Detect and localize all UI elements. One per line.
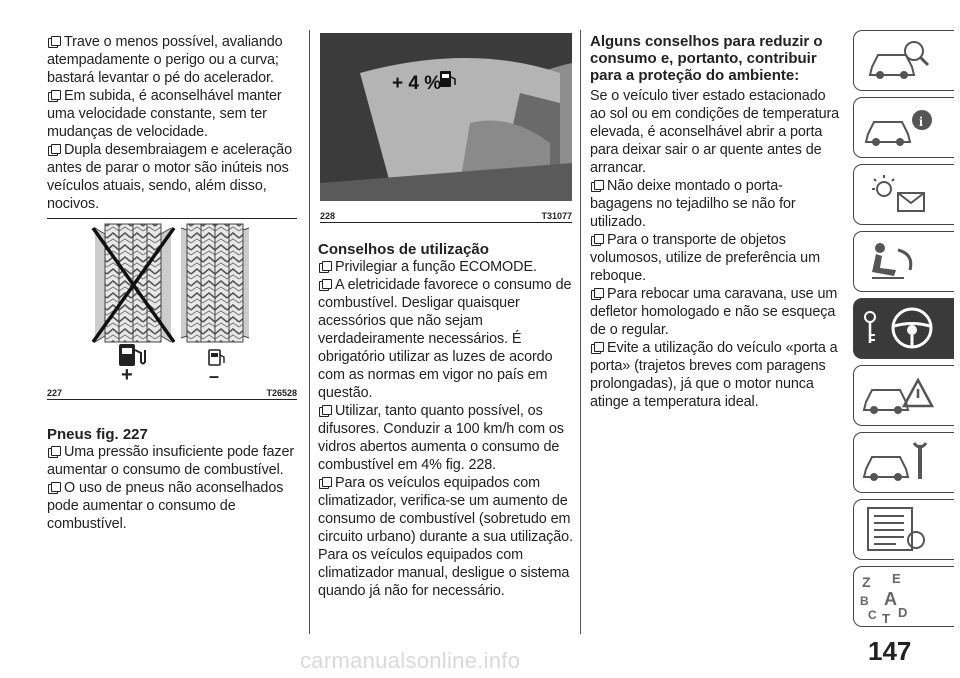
bullet-icon bbox=[47, 37, 60, 47]
bullet-icon bbox=[47, 447, 60, 457]
watermark: carmanualsonline.info bbox=[300, 648, 521, 673]
index-letter: C bbox=[868, 608, 877, 622]
tab-technical-data[interactable] bbox=[853, 499, 954, 560]
specification-list-icon bbox=[854, 500, 954, 559]
section-heading-usage: Conselhos de utilização bbox=[318, 241, 489, 258]
tyres-illustration bbox=[47, 220, 297, 386]
page-number: 147 bbox=[868, 636, 912, 666]
fuel-pump-small-icon bbox=[209, 350, 224, 365]
index-letter: Z bbox=[862, 574, 871, 590]
key-steering-wheel-icon bbox=[854, 299, 954, 358]
svg-text:i: i bbox=[919, 115, 923, 130]
tab-emergency[interactable] bbox=[853, 365, 954, 426]
tab-index[interactable] bbox=[853, 566, 954, 627]
tab-maintenance[interactable] bbox=[853, 432, 954, 493]
tip-parked-sun: Se o veículo tiver estado estacionado ao sol ou em condições de temperatura elevada, é aconselhável abrir a porta para deixar sair o ar quente antes de arrancar. bbox=[590, 88, 840, 176]
alphabetical-index-icon bbox=[854, 567, 954, 626]
index-letter: E bbox=[892, 571, 901, 586]
bullet-icon bbox=[47, 483, 60, 493]
car-info-icon bbox=[854, 98, 954, 157]
bullet-icon bbox=[590, 289, 603, 299]
index-letter: B bbox=[860, 594, 869, 608]
car-warning-triangle-icon bbox=[854, 366, 954, 425]
index-letter: A bbox=[884, 589, 897, 609]
index-letter: T bbox=[882, 611, 890, 626]
bullet-icon bbox=[590, 235, 603, 245]
tip-caravan-deflector: Para rebocar uma caravana, use um defletor homologado e não se esqueça de o regular. bbox=[590, 286, 838, 338]
tip-short-trips: Evite a utilização do veículo «porta a porta» (trajetos breves com paragens prolongadas), já que o motor nunca atinge a temperatura ideal. bbox=[590, 340, 838, 410]
tab-warning-lights[interactable] bbox=[853, 164, 954, 225]
fig227-minus: – bbox=[209, 366, 220, 386]
section-heading-environment: Alguns conselhos para reduzir o consumo e, portanto, contribuir para a proteção do ambiente: bbox=[590, 33, 823, 84]
bullet-icon bbox=[47, 145, 60, 155]
column-divider bbox=[309, 30, 310, 634]
car-wrench-icon bbox=[854, 433, 954, 492]
tab-knowing-the-car[interactable] bbox=[853, 30, 954, 91]
tip-electricity: A eletricidade favorece o consumo de combustível. Desligar quaisquer acessórios que não sejam verdadeiramente necessários. É obrigatório utilizar as luzes de acordo com as normas em vigor no país em questão. bbox=[318, 277, 572, 401]
bullet-icon bbox=[318, 262, 331, 272]
tip-braking: Trave o menos possível, avaliando atempadamente o perigo ou a curva; bastará levantar o pé do acelerador. bbox=[47, 34, 283, 86]
bullet-icon bbox=[318, 406, 331, 416]
tip-trailer: Para o transporte de objetos volumosos, utilize de preferência um reboque. bbox=[590, 232, 820, 284]
fig228-percent-label: + 4 % bbox=[392, 73, 442, 94]
seat-airbag-icon bbox=[854, 232, 954, 291]
figure-227 bbox=[47, 220, 297, 388]
tip-roof-rack: Não deixe montado o porta-bagagens no tejadilho se não for utilizado. bbox=[590, 178, 796, 230]
tab-dashboard[interactable] bbox=[853, 97, 954, 158]
tip-diffusers: Utilizar, tanto quanto possível, os difusores. Conduzir a 100 km/h com os vidros abertos aumenta o consumo de combustível em 4% fig. 228. bbox=[318, 403, 564, 473]
tip-tyre-pressure: Uma pressão insuficiente pode fazer aumentar o consumo de combustível. bbox=[47, 444, 295, 478]
car-search-icon bbox=[854, 31, 954, 90]
tab-safety[interactable] bbox=[853, 231, 954, 292]
tip-uphill: Em subida, é aconselhável manter uma velocidade constante, sem ter mudanças de velocidade. bbox=[47, 88, 282, 140]
tip-double-declutch: Dupla desembraiagem e aceleração antes de parar o motor são inúteis nos veículos atuais, sendo, além disso, nocivos. bbox=[47, 142, 292, 212]
fuel-pump-large-icon bbox=[119, 344, 145, 366]
bullet-icon bbox=[318, 280, 331, 290]
warning-light-envelope-icon bbox=[854, 165, 954, 224]
tip-ecomode: Privilegiar a função ECOMODE. bbox=[318, 258, 573, 276]
figure-228 bbox=[320, 33, 572, 201]
tab-starting-and-driving[interactable] bbox=[853, 298, 954, 359]
bullet-icon bbox=[318, 478, 331, 488]
bullet-icon bbox=[590, 181, 603, 191]
open-car-window-photo bbox=[320, 33, 572, 201]
figure-227-caption: 227 T26528 bbox=[47, 388, 297, 398]
bullet-icon bbox=[47, 91, 60, 101]
tip-climate-control: Para os veículos equipados com climatizador, verifica-se um aumento de consumo de combustível (sobretudo em circuito urbano) durante a sua utilização. Para os veículos equipados com climatizador manual, desligue o sistema quando já não for necessário. bbox=[318, 475, 573, 599]
section-heading-tyres: Pneus fig. 227 bbox=[47, 426, 148, 443]
column-divider bbox=[580, 30, 581, 634]
fig227-plus: + bbox=[121, 364, 133, 386]
index-letter: D bbox=[898, 605, 908, 620]
tip-tyre-type: O uso de pneus não aconselhados pode aumentar o consumo de combustível. bbox=[47, 480, 284, 532]
figure-228-caption: 228 T31077 bbox=[320, 211, 572, 221]
bullet-icon bbox=[590, 343, 603, 353]
